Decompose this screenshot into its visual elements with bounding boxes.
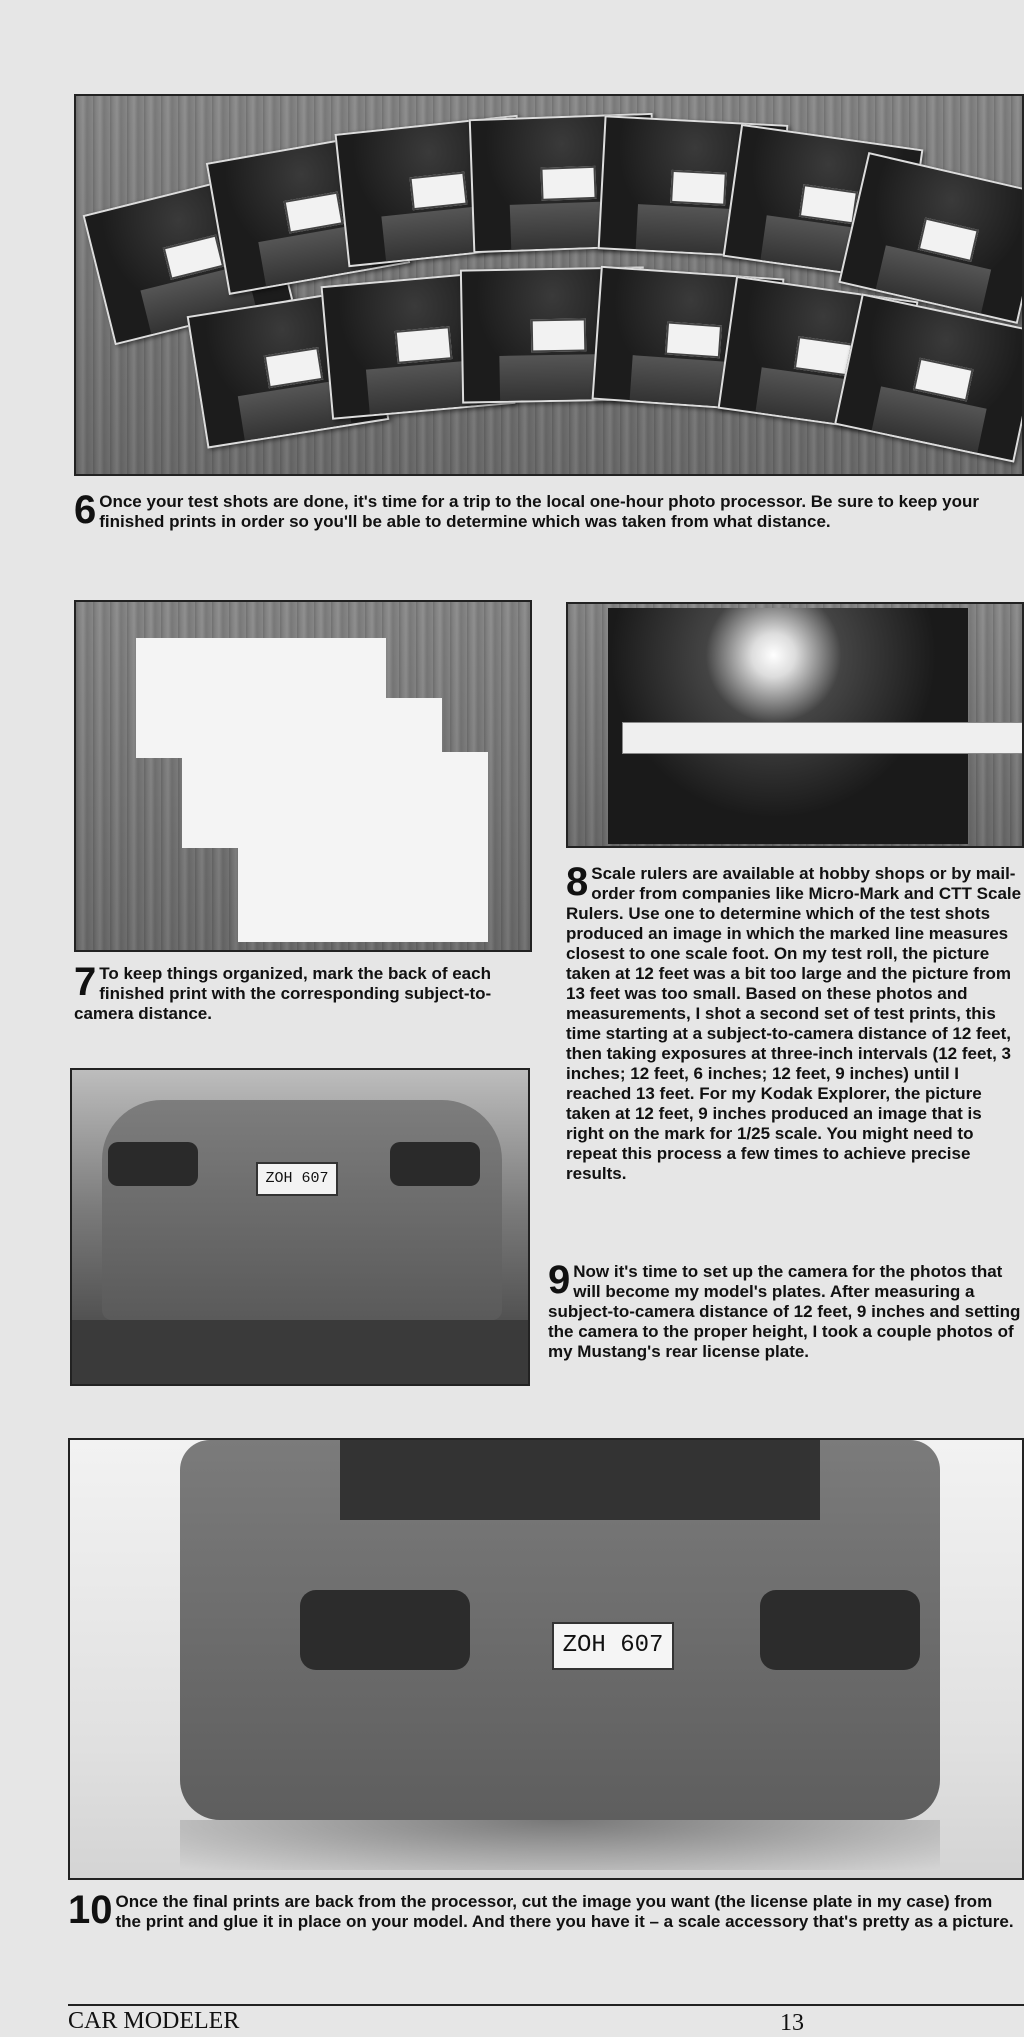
step-text: Once your test shots are done, it's time for a trip to the local one-hour photo processor. Be sure to keep your finished prints in order so you'll be able to determine which was taken from what distance. xyxy=(99,492,979,531)
step-text: To keep things organized, mark the back of each finished print with the corresponding subject-to-camera distance. xyxy=(74,964,492,1023)
license-plate: ZOH 607 xyxy=(256,1162,338,1196)
print-back xyxy=(238,752,488,942)
footer-rule xyxy=(68,2004,1024,2006)
step-number: 6 xyxy=(74,488,97,532)
ruler-print-photo xyxy=(566,602,1024,848)
tail-light-left xyxy=(108,1142,198,1186)
model-rear-window xyxy=(340,1440,820,1520)
step-6-caption xyxy=(74,488,1014,532)
step-text: Once the final prints are back from the processor, cut the image you want (the license plate in my case) from the print and glue it in place on your model. And there you have it – a scale accessory that's pretty as a picture. xyxy=(115,1892,1014,1931)
model-mustang-photo xyxy=(68,1438,1024,1880)
car-body xyxy=(102,1100,502,1320)
step-9-caption xyxy=(548,1258,1024,1362)
step-8-caption xyxy=(566,860,1022,1184)
page-number: 13 xyxy=(780,2010,804,2036)
step-number: 10 xyxy=(68,1888,113,1932)
step-10-caption xyxy=(68,1888,1018,1932)
step-number: 7 xyxy=(74,960,97,1004)
model-shadow xyxy=(180,1820,940,1870)
step-text: Now it's time to set up the camera for the photos that will become my model's plates. After measuring a subject-to-camera distance of 12 feet, 9 inches and setting the camera to the proper height, I took a couple photos of my Mustang's rear license plate. xyxy=(548,1262,1021,1361)
step-number: 8 xyxy=(566,860,589,904)
ground xyxy=(72,1320,530,1386)
model-tail-light-right xyxy=(760,1590,920,1670)
marked-prints-photo xyxy=(74,600,532,952)
step-number: 9 xyxy=(548,1258,571,1302)
mustang-rear-photo xyxy=(70,1068,530,1386)
scale-ruler xyxy=(622,722,1024,754)
model-tail-light-left xyxy=(300,1590,470,1670)
test-prints-photo xyxy=(74,94,1024,476)
magazine-name: CAR MODELER xyxy=(68,2008,240,2034)
step-text: Scale rulers are available at hobby shops or by mail-order from companies like Micro-Mark and CTT Scale Rulers. Use one to determine which of the test shots produced an image in which the marked line measures closest to one scale foot. On my test roll, the picture taken at 12 feet was a bit too large and the picture from 13 feet was too small. Based on these photos and measurements, I shot a second set of test prints, this time starting at a subject-to-camera distance of 12 feet, then taking exposures at three-inch intervals (12 feet, 3 inches; 12 feet, 6 inches; 12 feet, 9 inches) until I reached 13 feet. For my Kodak Explorer, the picture taken at 12 feet, 9 inches produced an image that is right on the mark for 1/25 scale. You might need to repeat this process a few times to achieve precise results. xyxy=(566,864,1022,1183)
tail-light-right xyxy=(390,1142,480,1186)
step-7-caption xyxy=(74,960,514,1024)
model-license-plate: ZOH 607 xyxy=(552,1622,674,1670)
